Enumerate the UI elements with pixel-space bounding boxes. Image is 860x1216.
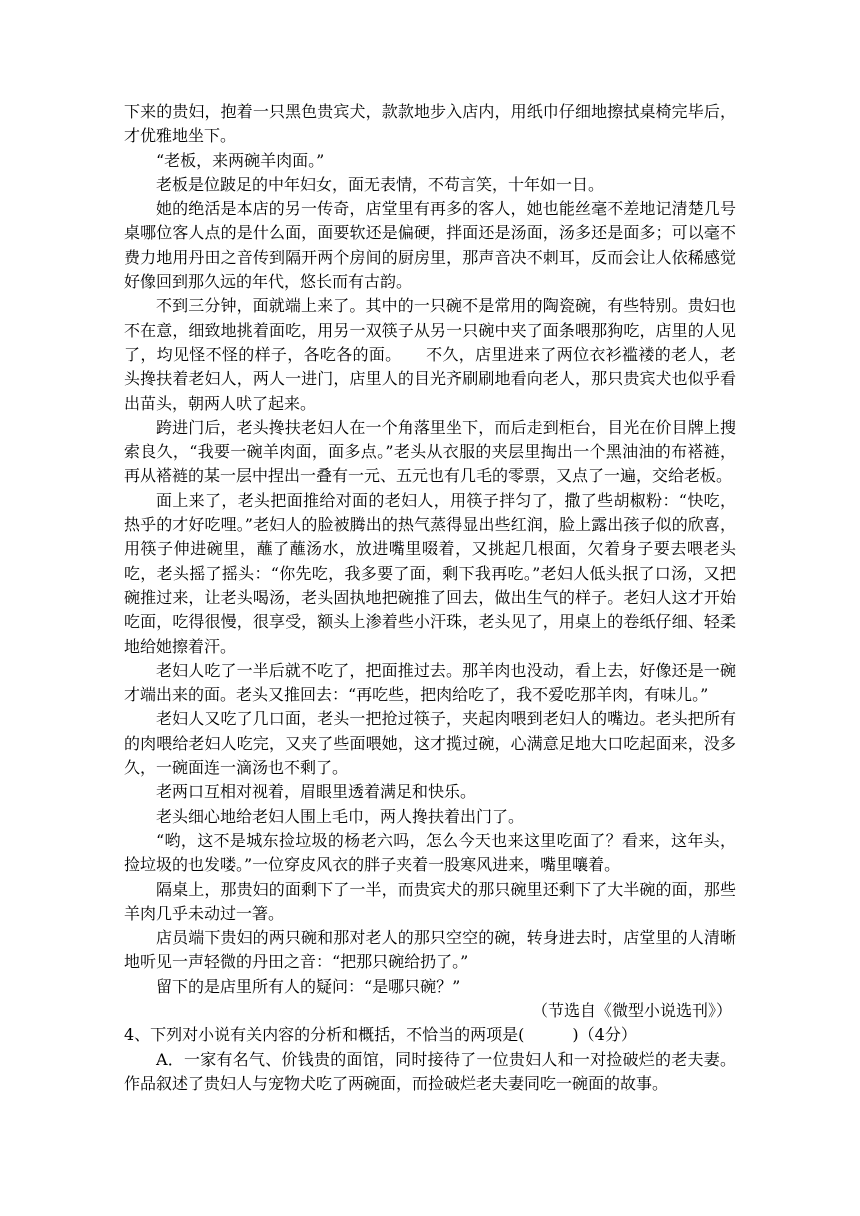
story-paragraph-9: 老妇人又吃了几口面，老头一把抢过筷子，夹起肉喂到老妇人的嘴边。老头把所有的肉喂给老妇人吃完，又夹了些面喂她，这才揽过碗，心满意足地大口吃起面来，没多久，一碗面连一滴汤也不剩了。 <box>124 709 736 778</box>
story-paragraph-8: 老妇人吃了一半后就不吃了，把面推过去。那羊肉也没动，看上去，好像还是一碗才端出来的面。老头又推回去：“再吃些，把肉给吃了，我不爱吃那羊肉，有味儿。” <box>124 660 736 705</box>
story-paragraph-4: 她的绝活是本店的另一传奇，店堂里有再多的客人，她也能丝毫不差地记清楚几号桌哪位客人点的是什么面，面要软还是偏硬，拌面还是汤面，汤多还是面多；可以毫不费力地用丹田之音传到隔开两个房间的厨房里，那声音决不刺耳，反而会让人依稀感觉好像回到那久远的年代，悠长而有古韵。 <box>124 199 736 292</box>
question-stem: 4、下列对小说有关内容的分析和概括，不恰当的两项是( )（4分） <box>124 1025 637 1045</box>
story-paragraph-3: 老板是位跛足的中年妇女，面无表情，不苟言笑，十年如一日。 <box>156 174 605 194</box>
story-paragraph-6: 跨进门后，老头搀扶老妇人在一个角落里坐下，而后走到柜台，目光在价目牌上搜索良久，“我要一碗羊肉面，面多点。”老头从衣服的夹层里掏出一个黑油油的布褡裢，再从褡裢的某一层中捏出一叠有一元、五元也有几毛的零票，又点了一遍，交给老板。 <box>124 417 736 486</box>
story-paragraph-11: 老头细心地给老妇人围上毛巾，两人搀扶着出门了。 <box>156 806 525 826</box>
story-paragraph-10: 老两口互相对视着，眉眼里透着满足和快乐。 <box>156 782 477 802</box>
source-citation: （节选自《微型小说选刊》） <box>531 1000 732 1020</box>
story-paragraph-5: 不到三分钟，面就端上来了。其中的一只碗不是常用的陶瓷碗，有些特别。贵妇也不在意，细致地挑着面吃，用另一双筷子从另一只碗中夹了面条喂那狗吃，店里的人见了，均见怪不怪的样子，各吃各的面。 不久，店里进来了两位衣衫褴褛的老人，老头搀扶着老妇人，两人一进门，店里人的目光齐刷刷地看向老人，那只贵宾犬也似乎看出苗头，朝两人吠了起来。 <box>124 296 736 413</box>
story-paragraph-13: 隔桌上，那贵妇的面剩下了一半，而贵宾犬的那只碗里还剩下了大半碗的面，那些羊肉几乎未动过一箸。 <box>124 879 736 923</box>
story-paragraph-12: “哟，这不是城东捡垃圾的杨老六吗，怎么今天也来这里吃面了？看来，这年头，捡垃圾的也发喽。”一位穿皮风衣的胖子夹着一股寒风进来，嘴里嚷着。 <box>124 830 736 875</box>
story-paragraph-7: 面上来了，老头把面推给对面的老妇人，用筷子拌匀了，撒了些胡椒粉：“快吃，热乎的才好吃哩。”老妇人的脸被腾出的热气蒸得显出些红润，脸上露出孩子似的欣喜，用筷子伸进碗里，蘸了蘸汤水，放进嘴里啜着，又挑起几根面，欠着身子要去喂老头吃，老头摇了摇头：“你先吃，我多要了面，剩下我再吃。”老妇人低头抿了口汤，又把碗推过来，让老头喝汤，老头固执地把碗推了回去，做出生气的样子。老妇人这才开始吃面，吃得很慢，很享受，额头上渗着些小汗珠，老头见了，用桌上的卷纸仔细、轻柔地给她擦着汗。 <box>124 490 736 656</box>
story-paragraph-1: 下来的贵妇，抱着一只黑色贵宾犬，款款地步入店内，用纸巾仔细地擦拭桌椅完毕后，才优雅地坐下。 <box>124 102 736 146</box>
question-option-a: A．一家有名气、价钱贵的面馆，同时接待了一位贵妇人和一对捡破烂的老夫妻。作品叙述了贵妇人与宠物犬吃了两碗面，而捡破烂老夫妻同吃一碗面的故事。 <box>124 1049 736 1093</box>
story-paragraph-15: 留下的是店里所有人的疑问：“是哪只碗？” <box>156 976 461 996</box>
story-paragraph-14: 店员端下贵妇的两只碗和那对老人的那只空空的碗，转身进去时，店堂里的人清晰地听见一声轻微的丹田之音：“把那只碗给扔了。” <box>124 928 736 972</box>
story-paragraph-2: “老板，来两碗羊肉面。” <box>156 150 325 170</box>
